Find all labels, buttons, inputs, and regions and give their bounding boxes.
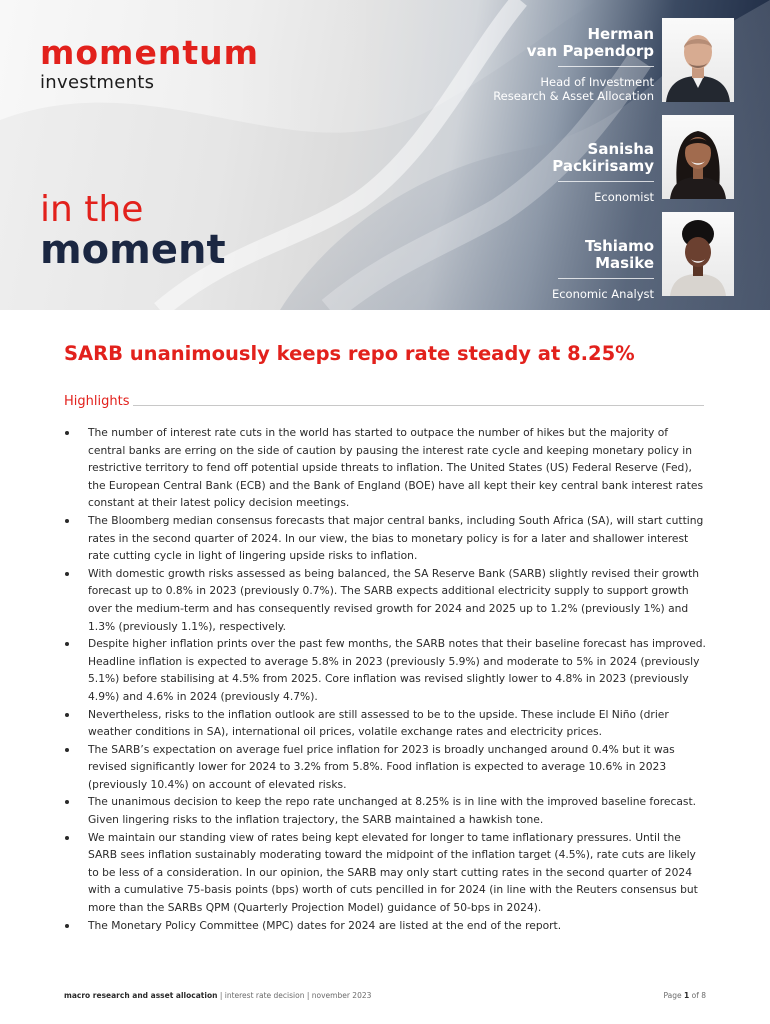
list-item: The unanimous decision to keep the repo rate unchanged at 8.25% is in line with the improved baseline forecast. Given lingering risks to the inflation trajectory, the SARB maintained a hawkish tone. bbox=[64, 793, 708, 828]
author-name-line-1: Sanisha bbox=[587, 140, 654, 158]
page-prefix: Page bbox=[663, 991, 684, 1000]
headline: SARB unanimously keeps repo rate steady at 8.25% bbox=[64, 342, 635, 365]
page-current: 1 bbox=[684, 991, 690, 1000]
author-role bbox=[424, 287, 654, 301]
author-name bbox=[424, 26, 654, 60]
highlights-label: Highlights bbox=[64, 394, 130, 409]
publication-title bbox=[40, 189, 226, 273]
footer-separator: | bbox=[217, 991, 225, 1000]
author-name bbox=[424, 141, 654, 175]
author-role-line-1: Economic Analyst bbox=[551, 287, 654, 301]
author-role-line-2: Research & Asset Allocation bbox=[493, 89, 654, 103]
author-role bbox=[424, 190, 654, 204]
list-item: The Monetary Policy Committee (MPC) dates for 2024 are listed at the end of the report. bbox=[64, 917, 708, 935]
list-item: Nevertheless, risks to the inflation outlook are still assessed to be to the upside. These include El Niño (drier weather conditions in SA), international oil prices, volatile exchange rates and electricity prices. bbox=[64, 706, 708, 741]
title-line-2: moment bbox=[40, 227, 226, 273]
header-banner bbox=[0, 0, 770, 310]
author-name bbox=[424, 238, 654, 272]
author-name-line-1: Herman bbox=[587, 25, 654, 43]
footer-section: macro research and asset allocation bbox=[64, 991, 218, 1000]
highlights-heading bbox=[64, 394, 704, 409]
footer-doc-type: interest rate decision bbox=[224, 991, 305, 1000]
author-2-photo bbox=[662, 115, 734, 199]
brand-logo bbox=[40, 33, 259, 93]
footer-left bbox=[64, 991, 371, 1000]
title-line-1: in the bbox=[40, 189, 144, 230]
list-item: With domestic growth risks assessed as being balanced, the SA Reserve Bank (SARB) slightly revised their growth forecast up to 0.8% in 2023 (previously 0.7%). The SARB expects additional electricity supply to support growth over the medium-term and has consequently revised growth for 2024 and 2025 up to 1.2% (previously 1%) and 1.3% (previously 1.1%), respectively. bbox=[64, 565, 708, 635]
brand-sub: investments bbox=[40, 72, 155, 93]
author-divider bbox=[558, 278, 654, 279]
author-3-photo bbox=[662, 212, 734, 296]
author-1-photo bbox=[662, 18, 734, 102]
author-role-line-1: Economist bbox=[594, 190, 654, 204]
list-item: We maintain our standing view of rates being kept elevated for longer to tame inflationary pressures. Until the SARB sees inflation sustainably moderating toward the midpoint of the inflation target (4.5%), rate cuts are likely to be less of a consideration. In our opinion, the SARB may only start cutting rates in the second quarter of 2024 with a cumulative 75-basis points (bps) worth of cuts pencilled in for 2024 (in line with the Reuters consensus but more than the SARBs QPM (Quarterly Projection Model) guidance of 50-bps in 2024). bbox=[64, 829, 708, 917]
brand-name: momentum bbox=[40, 33, 259, 72]
author-divider bbox=[558, 181, 654, 182]
author-divider bbox=[558, 66, 654, 67]
author-name-line-2: Packirisamy bbox=[552, 157, 654, 175]
highlights-list bbox=[64, 424, 708, 934]
page-footer bbox=[64, 991, 706, 1000]
author-3 bbox=[424, 238, 654, 301]
list-item: Despite higher inflation prints over the past few months, the SARB notes that their baseline forecast has improved. Headline inflation is expected to average 5.8% in 2023 (previously 5.9%) and moderate to 5% in 2024 (previously 5.1%) before stabilising at 4.5% from 2025. Core inflation was revised slightly lower to 4.8% in 2023 (previously 4.9%) and 4.6% in 2024 (previously 4.7%). bbox=[64, 635, 708, 705]
footer-separator: | bbox=[304, 991, 312, 1000]
list-item: The SARB’s expectation on average fuel price inflation for 2023 is broadly unchanged around 0.4% but it was revised significantly lower for 2024 to 3.2% from 5.8%. Food inflation is expected to average 10.6% in 2023 (previously 10.4%) on account of elevated risks. bbox=[64, 741, 708, 794]
author-name-line-2: Masike bbox=[595, 254, 654, 272]
author-role bbox=[424, 75, 654, 103]
list-item: The number of interest rate cuts in the world has started to outpace the number of hikes but the majority of central banks are erring on the side of caution by pausing the interest rate cycle and keeping monetary policy in restrictive territory to fend off potential upside threats to inflation. The United States (US) Federal Reserve (Fed), the European Central Bank (ECB) and the Bank of England (BOE) have all kept their key central bank interest rates constant at their latest policy decision meetings. bbox=[64, 424, 708, 512]
highlights-rule bbox=[133, 405, 704, 406]
author-name-line-1: Tshiamo bbox=[584, 237, 654, 255]
author-2 bbox=[424, 141, 654, 204]
footer-date: november 2023 bbox=[311, 991, 372, 1000]
author-1 bbox=[424, 26, 654, 103]
author-role-line-1: Head of Investment bbox=[540, 75, 654, 89]
page-number bbox=[663, 991, 706, 1000]
author-name-line-2: van Papendorp bbox=[526, 42, 654, 60]
page-suffix: of 8 bbox=[689, 991, 706, 1000]
list-item: The Bloomberg median consensus forecasts that major central banks, including South Africa (SA), will start cutting rates in the second quarter of 2024. In our view, the bias to monetary policy is for a later and shallower interest rate cutting cycle in light of lingering upside risks to inflation. bbox=[64, 512, 708, 565]
